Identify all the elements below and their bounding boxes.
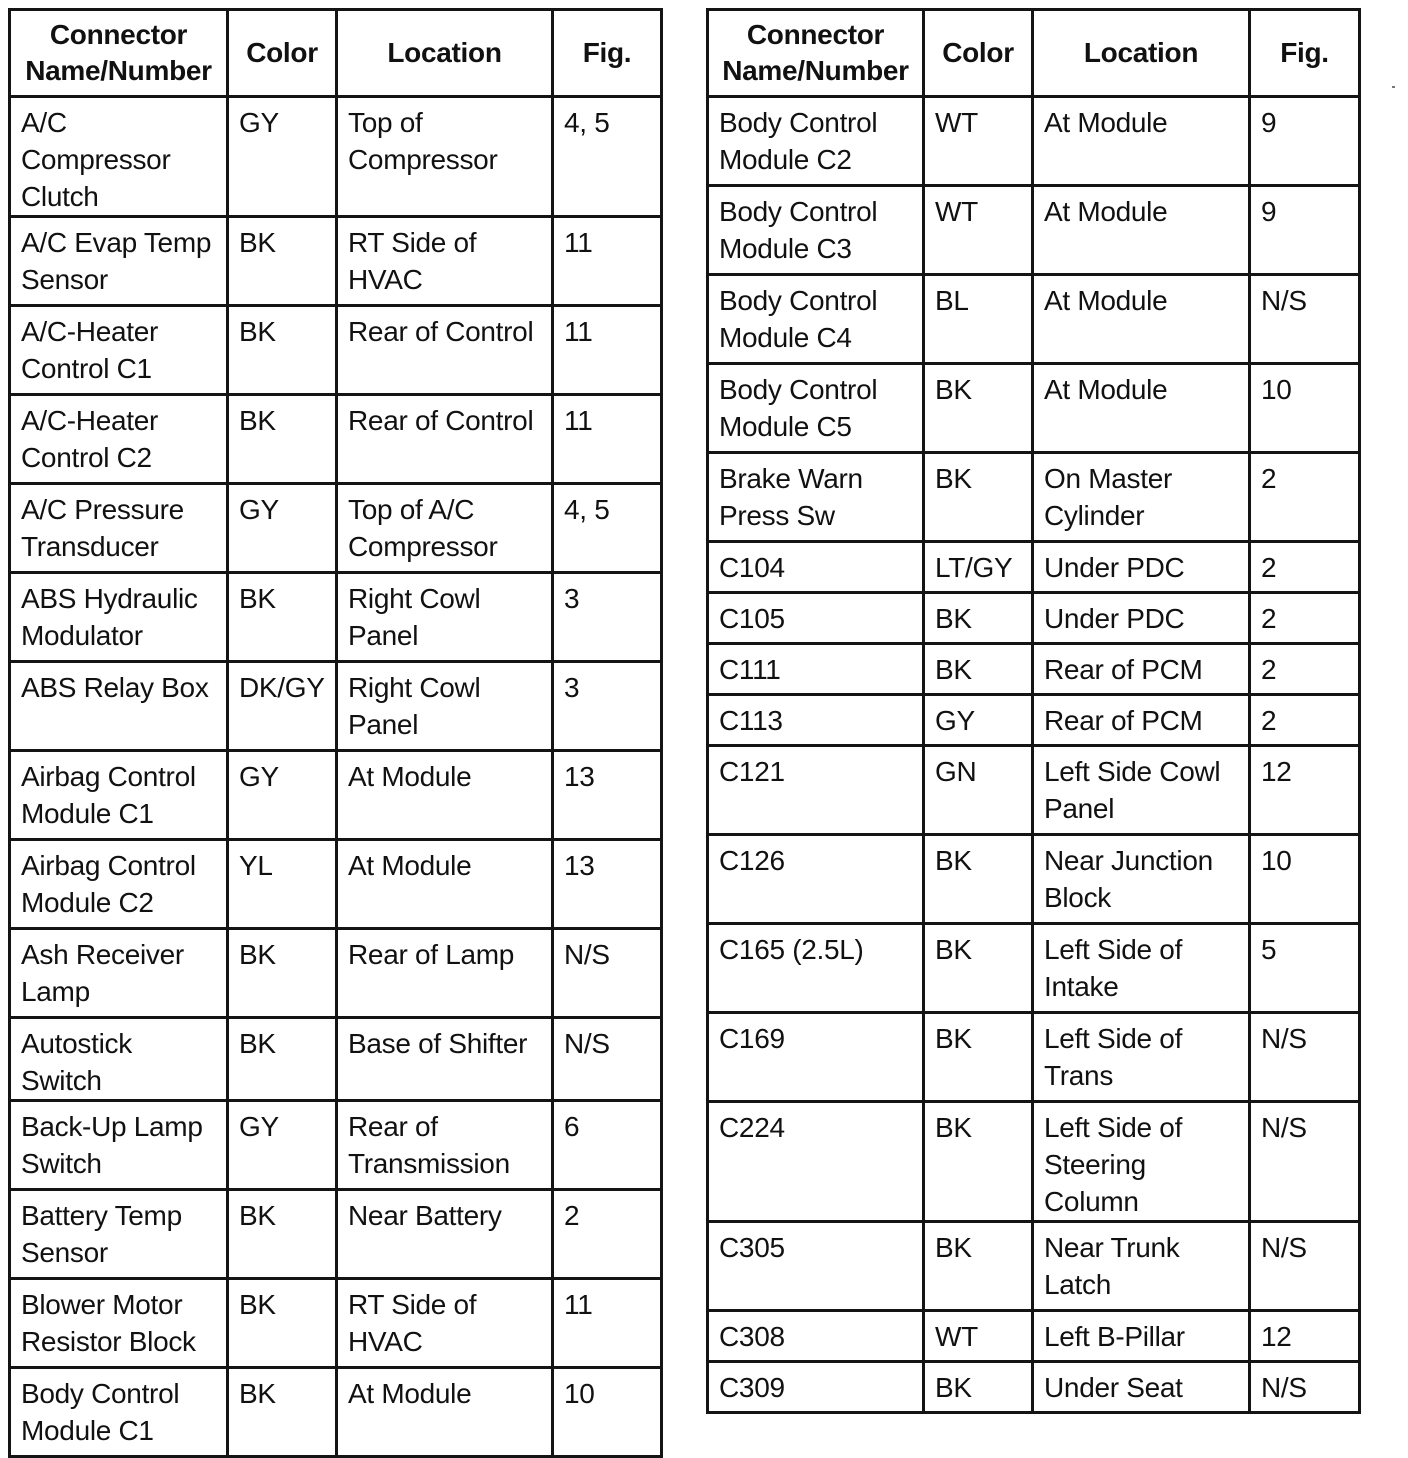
location-cell: Right Cowl Panel [337, 573, 553, 662]
connector-name-cell: Autostick Switch [10, 1018, 228, 1101]
table-row [10, 484, 662, 573]
color-cell: WT [924, 186, 1033, 275]
fig-cell: N/S [1250, 1222, 1360, 1311]
connector-name-cell: Brake Warn Press Sw [708, 453, 924, 542]
fig-cell: 11 [553, 1279, 662, 1368]
connector-name-cell: Body Control Module C3 [708, 186, 924, 275]
color-cell: BK [228, 1279, 337, 1368]
location-cell: Left Side of Trans [1033, 1013, 1250, 1102]
connector-name-cell: ABS Hydraulic Modulator [10, 573, 228, 662]
color-cell: BK [228, 573, 337, 662]
color-cell: BK [924, 644, 1033, 695]
color-cell: BK [228, 217, 337, 306]
connector-name-cell: C305 [708, 1222, 924, 1311]
fig-cell: N/S [1250, 275, 1360, 364]
fig-cell: N/S [1250, 1362, 1360, 1413]
connector-name-cell: A/C Evap Temp Sensor [10, 217, 228, 306]
header-location: Location [337, 10, 553, 97]
location-cell: At Module [1033, 364, 1250, 453]
table-row [708, 364, 1360, 453]
table-row [708, 1222, 1360, 1311]
connector-name-cell: C111 [708, 644, 924, 695]
color-cell: YL [228, 840, 337, 929]
location-cell: Right Cowl Panel [337, 662, 553, 751]
table-header-row [10, 10, 662, 97]
fig-cell: 10 [1250, 835, 1360, 924]
fig-cell: N/S [553, 1018, 662, 1101]
connector-name-cell: C121 [708, 746, 924, 835]
location-cell: At Module [1033, 275, 1250, 364]
fig-cell: 5 [1250, 924, 1360, 1013]
connector-name-cell: C104 [708, 542, 924, 593]
table-row [10, 306, 662, 395]
fig-cell: 13 [553, 840, 662, 929]
location-cell: Rear of Control [337, 306, 553, 395]
color-cell: WT [924, 97, 1033, 186]
table-row [10, 840, 662, 929]
connector-name-cell: C224 [708, 1102, 924, 1222]
table-row [10, 662, 662, 751]
connector-name-cell: Body Control Module C5 [708, 364, 924, 453]
location-cell: Near Junction Block [1033, 835, 1250, 924]
connector-name-cell: Ash Receiver Lamp [10, 929, 228, 1018]
fig-cell: 11 [553, 217, 662, 306]
color-cell: BK [228, 1368, 337, 1457]
color-cell: BK [924, 835, 1033, 924]
location-cell: Left Side Cowl Panel [1033, 746, 1250, 835]
table-row [10, 1368, 662, 1457]
location-cell: Rear of Transmission [337, 1101, 553, 1190]
header-connector-name: Connector Name/Number [708, 10, 924, 97]
table-row [708, 1311, 1360, 1362]
location-cell: At Module [1033, 97, 1250, 186]
table-row [708, 97, 1360, 186]
header-connector-name: Connector Name/Number [10, 10, 228, 97]
fig-cell: N/S [1250, 1013, 1360, 1102]
connector-name-cell: C126 [708, 835, 924, 924]
location-cell: RT Side of HVAC [337, 217, 553, 306]
table-row [10, 573, 662, 662]
header-location: Location [1033, 10, 1250, 97]
color-cell: BK [228, 1190, 337, 1279]
location-cell: RT Side of HVAC [337, 1279, 553, 1368]
header-fig: Fig. [1250, 10, 1360, 97]
scan-speck [1392, 86, 1395, 88]
table-row [708, 1102, 1360, 1222]
fig-cell: 2 [1250, 695, 1360, 746]
fig-cell: 12 [1250, 746, 1360, 835]
connector-name-cell: Body Control Module C2 [708, 97, 924, 186]
connector-name-cell: C113 [708, 695, 924, 746]
table-row [10, 97, 662, 217]
location-cell: Rear of PCM [1033, 644, 1250, 695]
table-row [10, 395, 662, 484]
color-cell: GY [228, 1101, 337, 1190]
fig-cell: 11 [553, 395, 662, 484]
table-header-row [708, 10, 1360, 97]
table-row [708, 746, 1360, 835]
connector-name-cell: C169 [708, 1013, 924, 1102]
location-cell: Near Trunk Latch [1033, 1222, 1250, 1311]
location-cell: At Module [1033, 186, 1250, 275]
color-cell: GY [228, 751, 337, 840]
fig-cell: 4, 5 [553, 484, 662, 573]
table-row [708, 593, 1360, 644]
fig-cell: 3 [553, 662, 662, 751]
fig-cell: N/S [553, 929, 662, 1018]
fig-cell: 2 [553, 1190, 662, 1279]
location-cell: At Module [337, 840, 553, 929]
fig-cell: 12 [1250, 1311, 1360, 1362]
location-cell: Rear of Lamp [337, 929, 553, 1018]
fig-cell: 11 [553, 306, 662, 395]
connector-name-cell: C309 [708, 1362, 924, 1413]
fig-cell: 10 [553, 1368, 662, 1457]
connector-name-cell: Back-Up Lamp Switch [10, 1101, 228, 1190]
connector-name-cell: C165 (2.5L) [708, 924, 924, 1013]
location-cell: Near Battery [337, 1190, 553, 1279]
fig-cell: 4, 5 [553, 97, 662, 217]
color-cell: GY [924, 695, 1033, 746]
location-cell: Under Seat [1033, 1362, 1250, 1413]
connector-name-cell: Body Control Module C1 [10, 1368, 228, 1457]
color-cell: BK [924, 593, 1033, 644]
fig-cell: 2 [1250, 644, 1360, 695]
connector-name-cell: Battery Temp Sensor [10, 1190, 228, 1279]
fig-cell: 3 [553, 573, 662, 662]
connector-name-cell: C308 [708, 1311, 924, 1362]
location-cell: On Master Cylinder [1033, 453, 1250, 542]
location-cell: Left Side of Steering Column [1033, 1102, 1250, 1222]
color-cell: GY [228, 484, 337, 573]
color-cell: BL [924, 275, 1033, 364]
header-color: Color [228, 10, 337, 97]
connector-name-cell: A/C Compressor Clutch [10, 97, 228, 217]
fig-cell: 2 [1250, 453, 1360, 542]
fig-cell: 9 [1250, 97, 1360, 186]
color-cell: BK [924, 1222, 1033, 1311]
color-cell: BK [924, 1013, 1033, 1102]
location-cell: Under PDC [1033, 542, 1250, 593]
fig-cell: 2 [1250, 593, 1360, 644]
table-row [10, 751, 662, 840]
header-color: Color [924, 10, 1033, 97]
color-cell: GY [228, 97, 337, 217]
location-cell: At Module [337, 1368, 553, 1457]
table-row [708, 186, 1360, 275]
location-cell: Top of Compressor [337, 97, 553, 217]
color-cell: GN [924, 746, 1033, 835]
table-row [708, 453, 1360, 542]
connector-name-cell: Airbag Control Module C2 [10, 840, 228, 929]
location-cell: Left Side of Intake [1033, 924, 1250, 1013]
connector-name-cell: ABS Relay Box [10, 662, 228, 751]
fig-cell: 10 [1250, 364, 1360, 453]
connector-table-left [8, 8, 663, 1458]
color-cell: BK [924, 453, 1033, 542]
table-row [10, 929, 662, 1018]
connector-name-cell: C105 [708, 593, 924, 644]
table-row [10, 1018, 662, 1101]
table-row [708, 835, 1360, 924]
table-row [10, 1279, 662, 1368]
table-row [708, 542, 1360, 593]
connector-name-cell: A/C-Heater Control C2 [10, 395, 228, 484]
connector-name-cell: Body Control Module C4 [708, 275, 924, 364]
table-row [708, 644, 1360, 695]
table-row [708, 695, 1360, 746]
fig-cell: 9 [1250, 186, 1360, 275]
location-cell: At Module [337, 751, 553, 840]
table-row [708, 1013, 1360, 1102]
table-row [708, 924, 1360, 1013]
color-cell: BK [228, 306, 337, 395]
table-row [10, 217, 662, 306]
connector-name-cell: Blower Motor Resistor Block [10, 1279, 228, 1368]
color-cell: DK/GY [228, 662, 337, 751]
location-cell: Rear of Control [337, 395, 553, 484]
location-cell: Top of A/C Compressor [337, 484, 553, 573]
location-cell: Base of Shifter [337, 1018, 553, 1101]
color-cell: BK [924, 924, 1033, 1013]
connector-name-cell: Airbag Control Module C1 [10, 751, 228, 840]
table-row [708, 275, 1360, 364]
fig-cell: 6 [553, 1101, 662, 1190]
location-cell: Left B-Pillar [1033, 1311, 1250, 1362]
fig-cell: 13 [553, 751, 662, 840]
color-cell: BK [924, 1362, 1033, 1413]
color-cell: BK [228, 929, 337, 1018]
table-row [10, 1101, 662, 1190]
connector-name-cell: A/C-Heater Control C1 [10, 306, 228, 395]
location-cell: Under PDC [1033, 593, 1250, 644]
color-cell: WT [924, 1311, 1033, 1362]
color-cell: BK [924, 1102, 1033, 1222]
location-cell: Rear of PCM [1033, 695, 1250, 746]
header-fig: Fig. [553, 10, 662, 97]
table-row [708, 1362, 1360, 1413]
color-cell: BK [228, 1018, 337, 1101]
color-cell: LT/GY [924, 542, 1033, 593]
connector-table-right [706, 8, 1361, 1414]
color-cell: BK [228, 395, 337, 484]
color-cell: BK [924, 364, 1033, 453]
fig-cell: N/S [1250, 1102, 1360, 1222]
connector-name-cell: A/C Pressure Transducer [10, 484, 228, 573]
fig-cell: 2 [1250, 542, 1360, 593]
table-row [10, 1190, 662, 1279]
